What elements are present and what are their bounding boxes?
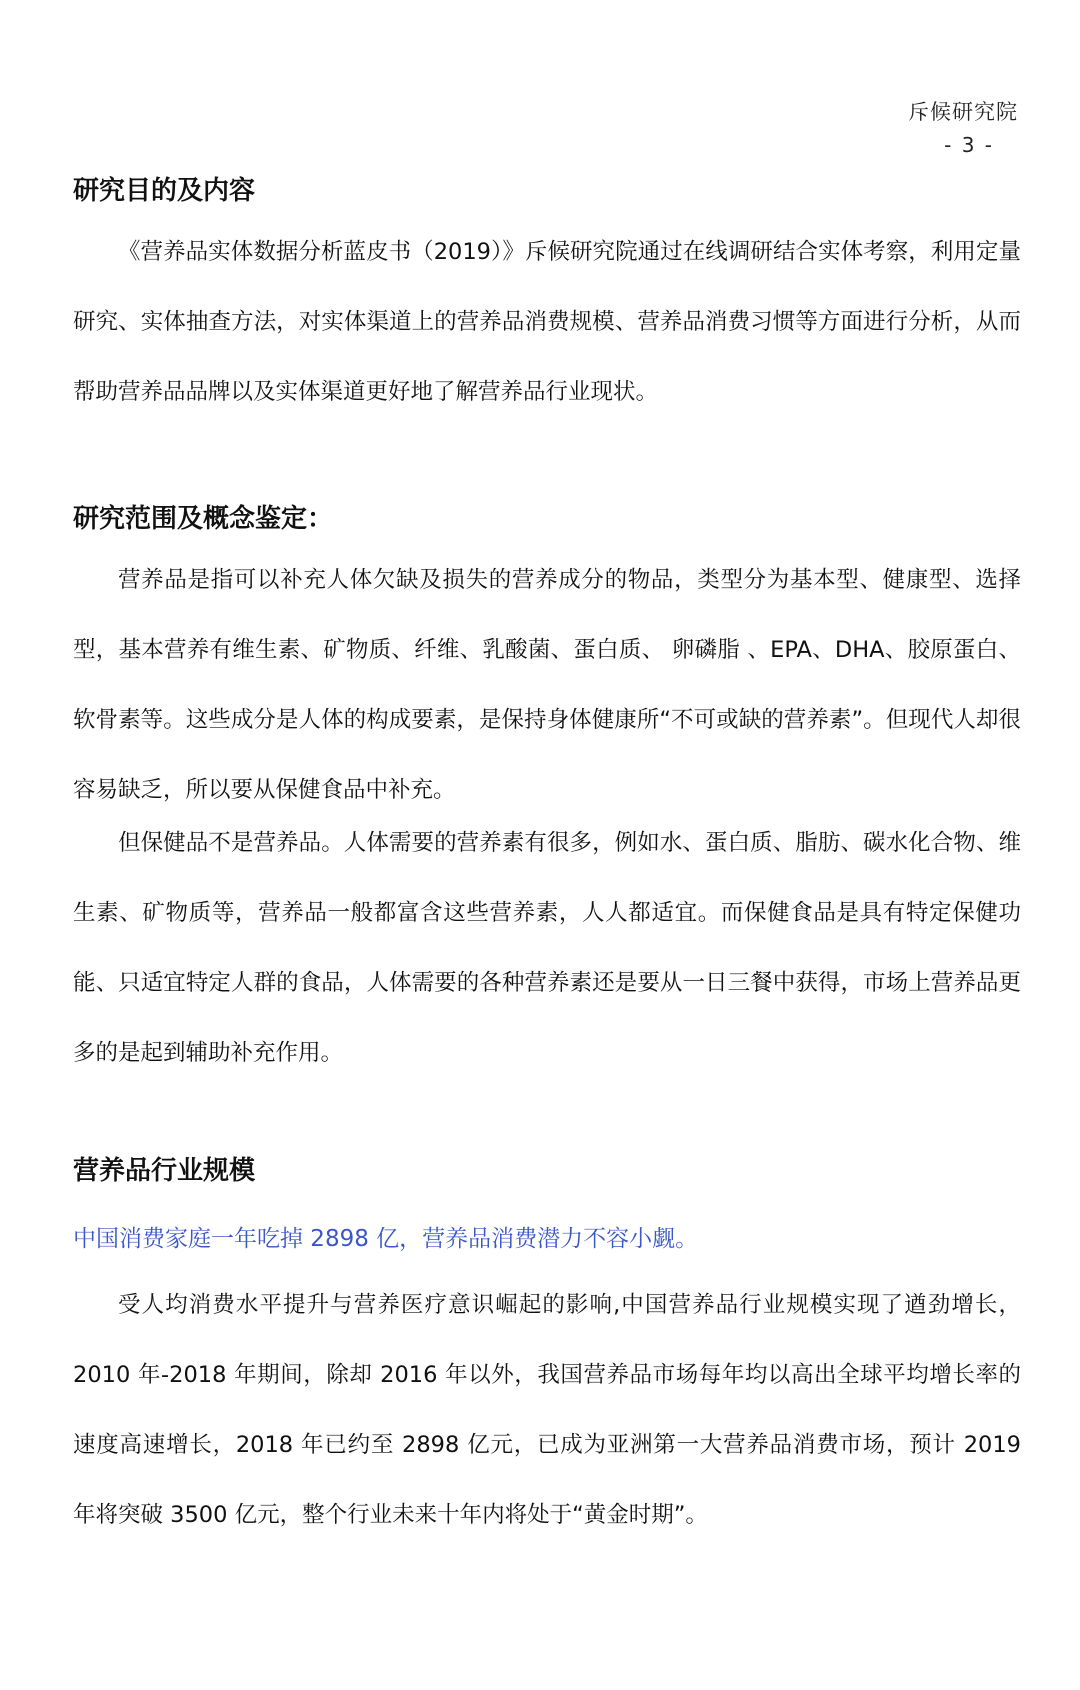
section-title-scope: 研究范围及概念鉴定：	[73, 504, 334, 534]
paragraph-industry: 受人均消费水平提升与营养医疗意识崛起的影响,中国营养品行业规模实现了遒劲增长，2010 年-2018 年期间，除却 2016 年以外，我国营养品市场每年均以高出全球平均增长率的速度高速增长，2018 年已约至 2898 亿元，已成为亚洲第一大营养品消费市场，预计 2019 年将突破 3500 亿元，整个行业未来十年内将处于“黄金时期”。	[73, 1292, 1021, 1528]
header-organization: 斥候研究院	[908, 100, 1018, 124]
paragraph-scope-2: 但保健品不是营养品。人体需要的营养素有很多，例如水、蛋白质、脂肪、碳水化合物、维生素、矿物质等，营养品一般都富含这些营养素，人人都适宜。而保健食品是具有特定保健功能、只适宜特定人群的食品，人体需要的各种营养素还是要从一日三餐中获得，市场上营养品更多的是起到辅助补充作用。	[73, 830, 1021, 1066]
industry-subtitle: 中国消费家庭一年吃掉 2898 亿，营养品消费潜力不容小觑。	[73, 1226, 699, 1252]
page-number: - 3 -	[944, 133, 994, 157]
section-title-industry: 营养品行业规模	[73, 1156, 256, 1186]
section-title-purpose: 研究目的及内容	[73, 176, 256, 206]
paragraph-purpose: 《营养品实体数据分析蓝皮书（2019）》斥候研究院通过在线调研结合实体考察，利用定量研究、实体抽查方法，对实体渠道上的营养品消费规模、营养品消费习惯等方面进行分析，从而帮助营养品品牌以及实体渠道更好地了解营养品行业现状。	[73, 239, 1021, 405]
paragraph-scope-1: 营养品是指可以补充人体欠缺及损失的营养成分的物品，类型分为基本型、健康型、选择型，基本营养有维生素、矿物质、纤维、乳酸菌、蛋白质、 卵磷脂 、EPA、DHA、胶原蛋白、软骨素等。这些成分是人体的构成要素，是保持身体健康所“不可或缺的营养素”。但现代人却很容易缺乏，所以要从保健食品中补充。	[73, 567, 1021, 803]
